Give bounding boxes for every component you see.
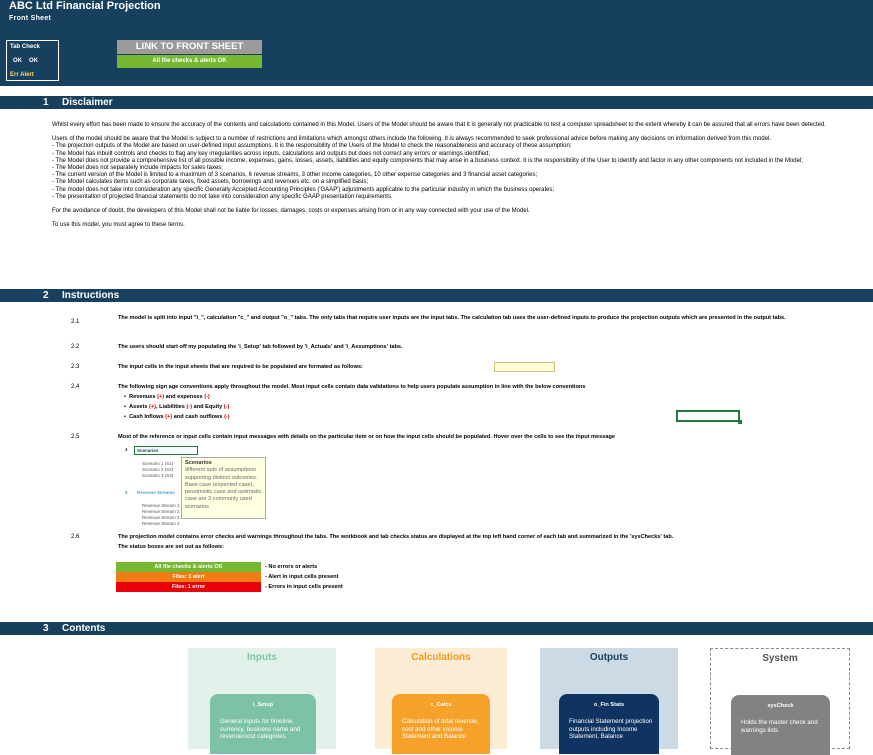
instruction-number: 2.2 — [71, 344, 80, 350]
sign-negative: (-) — [223, 404, 230, 410]
sign-negative: (-) — [186, 404, 193, 410]
tab-check-box — [6, 40, 59, 81]
example-row-number: 5 — [125, 490, 128, 495]
input-cell-format-sample[interactable] — [494, 362, 555, 372]
example-scenario: Scenario 3 (S3) — [142, 473, 174, 478]
link-to-front-sheet-button[interactable]: LINK TO FRONT SHEET — [117, 40, 262, 54]
sign-text: , Liabilities — [156, 404, 187, 410]
instruction-text: Most of the reference or input cells contain input messages with details on the particular item or on how the input cells should be populated. Hover over the cells to see the input message — [118, 434, 616, 440]
err-alert-label: Err Alert — [10, 72, 34, 78]
disclaimer-item: - The Model does not provide a comprehensive list of all possible income, expenses, gains, losses, assets, liabilities and equity components that may arise in a business context. It is the responsibility of the User to identify and factor in any other components not included in the Model; — [52, 157, 803, 164]
tab-description: Financial Statement projection outputs including Income Statement, Balance — [569, 718, 653, 740]
section-number: 2 — [43, 290, 49, 301]
disclaimer-item: - The model does not take into consideration any specific Generally Accepted Accounting Principles ('GAAP') adjustments applicable to the particular industry in which the business operates; — [52, 186, 555, 193]
section-header-instructions — [0, 289, 873, 302]
instruction-text: The model is split into input "i_", calculation "c_" and output "o_" tabs. The only tabs that require user inputs are the input tabs. The calculation tab uses the user-defined inputs to produce the projection outputs which are presented in the output tabs. — [118, 315, 786, 321]
sign-text: and cash outflows — [172, 414, 225, 420]
disclaimer-paragraph: Whilst every effort has been made to ensure the accuracy of the contents and calculations contained in this Model, Users of the Model should be aware that it is generally not practicable to test a computer spreadsheet to the extent whereby it can be assured that all errors have been detected. — [52, 122, 826, 128]
tab-name: c_Calcs — [430, 702, 452, 708]
page-subtitle: Front Sheet — [9, 15, 52, 22]
sign-negative: (-) — [224, 414, 230, 420]
example-stream: Revenue Stream 4 — [142, 521, 180, 526]
disclaimer-item: - The Model does not separately include impacts for sales taxes; — [52, 165, 223, 172]
card-title: Calculations — [411, 652, 471, 663]
tab-check-ok: OK — [29, 58, 38, 64]
example-stream: Revenue Stream 2 — [142, 509, 180, 514]
section-number: 1 — [43, 97, 49, 108]
tooltip-title: Scenarios — [185, 460, 212, 466]
example-stream: Revenue Stream 1 — [142, 503, 180, 508]
instruction-text: The following sign age conventions apply throughout the model. Most input cells contain data validations to help users populate assumption in line with the below conventions — [118, 384, 586, 390]
instruction-text: The input cells in the input sheets that are required to be populated are formated as follows: — [118, 364, 363, 370]
tab-check-ok: OK — [13, 58, 22, 64]
example-row-number: 4 — [125, 447, 128, 452]
sign-positive: (+) — [149, 404, 156, 410]
section-title: Disclaimer — [62, 97, 113, 108]
example-selected-cell: Scenarios — [134, 446, 198, 455]
card-title: Outputs — [589, 652, 629, 663]
file-status-badge: All file checks & alerts OK — [117, 55, 262, 68]
sign-convention-item: ▪ Cash Inflows (+) and cash outflows (-) — [124, 414, 230, 420]
section-title: Instructions — [62, 290, 120, 301]
contents-card-system — [710, 648, 850, 749]
section-header-disclaimer — [0, 96, 873, 109]
contents-card-outputs — [540, 648, 678, 749]
instruction-number: 2.5 — [71, 434, 80, 440]
status-box-ok: All file checks & alerts OK — [116, 562, 261, 572]
status-box-alert: Files: 1 alert — [116, 572, 261, 582]
sign-convention-item: ▪ Assets (+), Liabilities (-) and Equity (-) — [124, 404, 230, 410]
tab-link-o-fin-stats[interactable] — [559, 694, 659, 754]
app-title: ABC Ltd Financial Projection — [9, 0, 161, 12]
disclaimer-item: - The presentation of projected financial statements do not take into consideration any specific GAAP presentation requirements. — [52, 193, 393, 200]
status-box-error: Files: 1 error — [116, 582, 261, 592]
sign-text: Assets — [129, 404, 149, 410]
sign-text: Revenues — [129, 394, 158, 400]
sign-text: Cash Inflows — [129, 414, 166, 420]
tab-link-i-setup[interactable] — [210, 694, 316, 754]
example-scenario: Scenario 1 (S1) — [142, 461, 174, 466]
disclaimer-item: - The current version of the Model is limited to a maximum of 3 scenarios, 6 revenue streams, 3 other income categories, 10 other expense categories and 3 financial asset categories; — [52, 172, 538, 179]
sign-text: and expenses — [164, 394, 205, 400]
status-box-description: - Errors in input cells present — [265, 584, 343, 590]
contents-card-calculations — [375, 648, 507, 749]
instruction-text: The status boxes are set out as follows: — [118, 544, 224, 550]
section-title: Contents — [62, 623, 106, 634]
sign-negative: (-) — [204, 394, 210, 400]
status-box-description: - Alert in input cells present — [265, 574, 339, 580]
tab-name: o_Fin Stats — [593, 702, 625, 708]
sign-positive: (+) — [165, 414, 173, 420]
instruction-text: The projection model contains error checks and warnings throughout the tabs. The workbook and tab checks status are displayed at the top left hand corner of each tab and summarized in the 'sysChecks' tab. — [118, 534, 674, 540]
instruction-number: 2.1 — [71, 319, 80, 325]
instruction-number: 2.3 — [71, 364, 80, 370]
disclaimer-item: - The Model has inbuilt controls and checks to flag any key irregularities across inputs, calculations and outputs but does not correct any errors or warnings identified; — [52, 150, 491, 157]
disclaimer-paragraph: For the avoidance of doubt, the developers of this Model shall not be liable for losses, damages, costs or expenses arising from or in any way connected with your use of the Model. — [52, 208, 530, 215]
tab-description: General inputs for timeline, currency, business name and revenue/cost categories — [220, 718, 301, 740]
instruction-text: The users should start off my populating the 'i_Setup' tab followed by 'i_Actuals' and 'i_Assumptions' tabs. — [118, 344, 403, 350]
tab-description: Calculation of total revenue, cost and other income Statement and Balance — [402, 718, 479, 740]
disclaimer-paragraph: Users of the model should be aware that the Model is subject to a number of restrictions and limitations which amongst others include the following. It is always recommended to seek professional advice before making any decisions on information derived from this model. — [52, 136, 772, 143]
example-row-label: Revenue Streams — [137, 490, 175, 495]
tab-description: Holds the master check and warnings lists — [741, 719, 818, 734]
example-scenario: Scenario 2 (S2) — [142, 467, 174, 472]
example-stream: Revenue Stream 3 — [142, 515, 180, 520]
disclaimer-paragraph: To use this model, you must agree to these terms. — [52, 222, 185, 229]
card-title: Inputs — [247, 652, 277, 663]
selected-cell[interactable] — [676, 410, 740, 422]
sign-positive: (+) — [157, 394, 165, 400]
disclaimer-text — [52, 122, 842, 236]
disclaimer-item: - The projection outputs of the Model are based on user-defined input assumptions. It is the responsibility of the Users of the Model to check the reasonableness and accuracy of these assumption; — [52, 143, 572, 150]
tab-link-syscheck[interactable] — [731, 695, 830, 755]
section-number: 3 — [43, 623, 49, 634]
disclaimer-item: - The Model calculates items such as corporate taxes, fixed assets, borrowings and revenues etc. on a simplified basis; — [52, 179, 369, 186]
status-box-description: - No errors or alerts — [265, 564, 318, 570]
tooltip-text: different sets of assumptions supporting distinct outcomes. Base case (expected case), pessimistic case and optimistic case are 3 commonly used scenarios — [185, 467, 262, 510]
instruction-number: 2.4 — [71, 384, 80, 390]
instruction-number: 2.6 — [71, 534, 80, 540]
sign-text: and Equity — [192, 404, 224, 410]
tab-name: sysCheck — [767, 703, 794, 709]
tab-link-c-calcs[interactable] — [392, 694, 490, 754]
tab-check-label: Tab Check — [10, 44, 40, 50]
sign-convention-item: ▪ Revenues (+) and expenses (-) — [124, 394, 210, 400]
contents-card-inputs — [188, 648, 336, 749]
input-message-tooltip — [181, 457, 266, 519]
section-header-contents — [0, 622, 873, 635]
tab-name: i_Setup — [252, 702, 274, 708]
card-title: System — [762, 653, 798, 664]
